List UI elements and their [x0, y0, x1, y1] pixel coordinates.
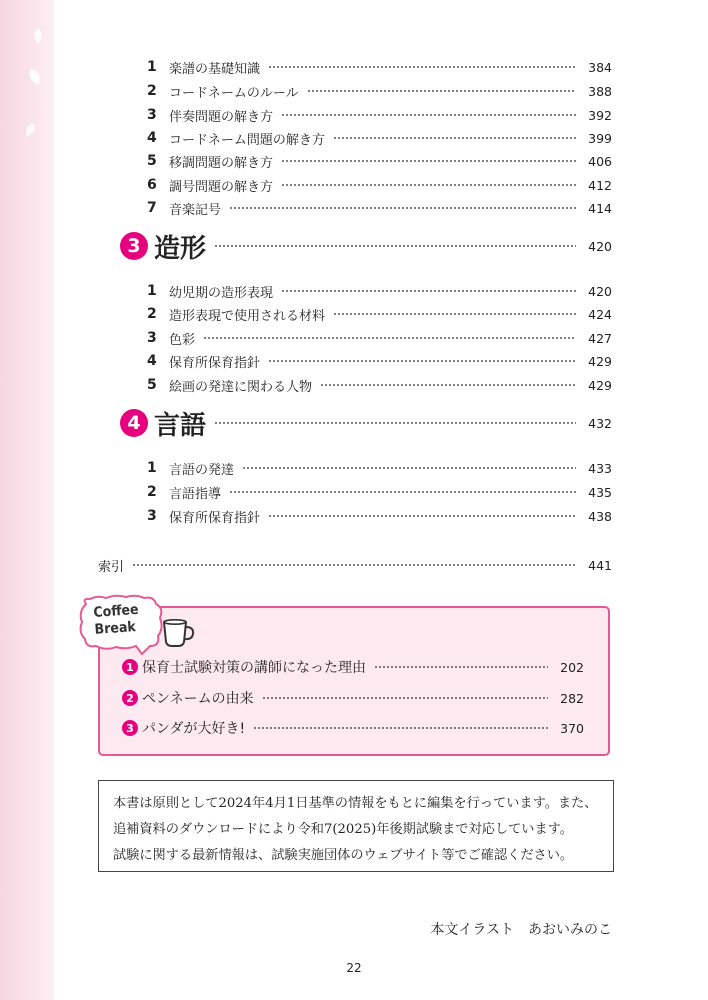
coffee-break-label-line2: Break	[94, 619, 137, 638]
toc-entry[interactable]	[147, 351, 612, 371]
coffee-break-label-line1: Coffee	[92, 601, 140, 621]
entry-number: 5	[147, 377, 157, 393]
cherry-blossom-petal-icon	[20, 120, 40, 140]
dot-leader	[333, 313, 576, 315]
dot-leader	[262, 697, 548, 699]
entry-page: 424	[588, 306, 612, 322]
toc-index-entry[interactable]	[98, 555, 612, 575]
cherry-blossom-petal-icon	[24, 66, 46, 88]
toc-entry[interactable]	[147, 482, 612, 502]
entry-number: 3	[147, 330, 157, 346]
dot-leader	[203, 337, 576, 339]
entry-page: 384	[588, 59, 612, 75]
toc-entry[interactable]	[147, 57, 612, 77]
entry-number: 4	[147, 130, 157, 146]
toc-entry[interactable]	[147, 175, 612, 195]
entry-number: 3	[147, 508, 157, 524]
notice-box	[98, 780, 614, 872]
toc-entry[interactable]	[147, 506, 612, 526]
toc-entry[interactable]	[147, 281, 612, 301]
dot-leader	[281, 184, 576, 186]
coffee-break-label	[93, 601, 151, 639]
dot-leader	[214, 245, 576, 247]
dot-leader	[281, 114, 576, 116]
entry-title: ペンネームの由来	[142, 691, 254, 707]
dot-leader	[253, 727, 548, 729]
entry-number: 2	[147, 306, 157, 322]
section-number-badge: 4	[120, 409, 148, 437]
entry-title: 保育士試験対策の講師になった理由	[142, 660, 366, 676]
coffee-break-entry[interactable]	[122, 717, 584, 739]
dot-leader	[268, 360, 576, 362]
toc-entry[interactable]	[147, 81, 612, 101]
entry-title: 色彩	[169, 332, 196, 348]
entry-number: 1	[147, 460, 157, 476]
entry-title: 楽譜の基礎知識	[169, 61, 261, 77]
entry-page: 388	[588, 83, 612, 99]
entry-number: 5	[147, 153, 157, 169]
dot-leader	[268, 515, 576, 517]
entry-title: コードネーム問題の解き方	[169, 132, 325, 148]
entry-title: パンダが大好き!	[142, 721, 246, 737]
illustration-credit: 本文イラスト あおいみのこ	[430, 922, 612, 938]
entry-page: 399	[588, 130, 612, 146]
coffee-break-number-badge: 3	[122, 720, 138, 736]
notice-line: 追補資料のダウンロードにより令和7(2025)年後期試験まで対応しています。	[113, 822, 573, 837]
entry-number: 2	[147, 83, 157, 99]
dot-leader	[281, 160, 576, 162]
section-page: 432	[588, 415, 612, 431]
entry-title: 幼児期の造形表現	[169, 285, 274, 301]
dot-leader	[132, 564, 576, 566]
section-title: 言語	[154, 410, 207, 441]
page-number: 22	[346, 961, 362, 975]
coffee-break-entry[interactable]	[122, 687, 584, 709]
dot-leader	[242, 467, 576, 469]
dot-leader	[281, 290, 576, 292]
entry-title: 保育所保育指針	[169, 510, 261, 526]
index-title: 索引	[98, 559, 125, 575]
entry-page: 282	[560, 690, 584, 706]
toc-entry[interactable]	[147, 105, 612, 125]
entry-number: 1	[147, 283, 157, 299]
entry-page: 427	[588, 330, 612, 346]
notice-line: 試験に関する最新情報は、試験実施団体のウェブサイト等でご確認ください。	[113, 848, 574, 863]
dot-leader	[320, 384, 576, 386]
entry-page: 202	[560, 659, 584, 675]
entry-number: 1	[147, 59, 157, 75]
entry-title: 絵画の発達に関わる人物	[169, 379, 313, 395]
toc-entry[interactable]	[147, 458, 612, 478]
toc-entry[interactable]	[147, 151, 612, 171]
entry-page: 406	[588, 153, 612, 169]
section-title: 造形	[154, 233, 207, 264]
dot-leader	[229, 207, 576, 209]
entry-page: 438	[588, 508, 612, 524]
entry-title: 言語の発達	[169, 462, 235, 478]
dot-leader	[374, 666, 548, 668]
entry-title: 音楽記号	[169, 202, 222, 218]
entry-title: 伴奏問題の解き方	[169, 109, 274, 125]
toc-entry[interactable]	[147, 328, 612, 348]
toc-section-heading[interactable]	[120, 226, 612, 266]
entry-page: 412	[588, 177, 612, 193]
toc-entry[interactable]	[147, 198, 612, 218]
toc-entry[interactable]	[147, 375, 612, 395]
entry-title: コードネームのルール	[169, 85, 299, 101]
entry-page: 433	[588, 460, 612, 476]
notice-line: 本書は原則として2024年4月1日基準の情報をもとに編集を行っています。また、	[113, 796, 598, 811]
entry-title: 調号問題の解き方	[169, 179, 274, 195]
entry-page: 429	[588, 377, 612, 393]
entry-number: 7	[147, 200, 157, 216]
dot-leader	[229, 491, 576, 493]
entry-page: 429	[588, 353, 612, 369]
cherry-blossom-petal-icon	[28, 26, 48, 46]
section-page: 420	[588, 238, 612, 254]
coffee-break-entry[interactable]	[122, 656, 584, 678]
dot-leader	[307, 90, 576, 92]
entry-page: 420	[588, 283, 612, 299]
entry-title: 言語指導	[169, 486, 222, 502]
coffee-break-number-badge: 2	[122, 690, 138, 706]
entry-number: 3	[147, 107, 157, 123]
section-number-badge: 3	[120, 232, 148, 260]
toc-section-heading[interactable]	[120, 403, 612, 443]
toc-entry[interactable]	[147, 304, 612, 324]
entry-page: 414	[588, 200, 612, 216]
dot-leader	[268, 66, 576, 68]
entry-number: 2	[147, 484, 157, 500]
entry-title: 移調問題の解き方	[169, 155, 274, 171]
entry-number: 6	[147, 177, 157, 193]
entry-title: 保育所保育指針	[169, 355, 261, 371]
index-page: 441	[588, 557, 612, 573]
toc-entry[interactable]	[147, 128, 612, 148]
coffee-break-number-badge: 1	[122, 659, 138, 675]
entry-page: 392	[588, 107, 612, 123]
entry-page: 435	[588, 484, 612, 500]
dot-leader	[214, 422, 576, 424]
coffee-cup-icon	[158, 616, 198, 650]
decorative-side-strip	[0, 0, 54, 1000]
entry-title: 造形表現で使用される材料	[169, 308, 326, 324]
dot-leader	[333, 137, 576, 139]
entry-number: 4	[147, 353, 157, 369]
entry-page: 370	[560, 720, 584, 736]
